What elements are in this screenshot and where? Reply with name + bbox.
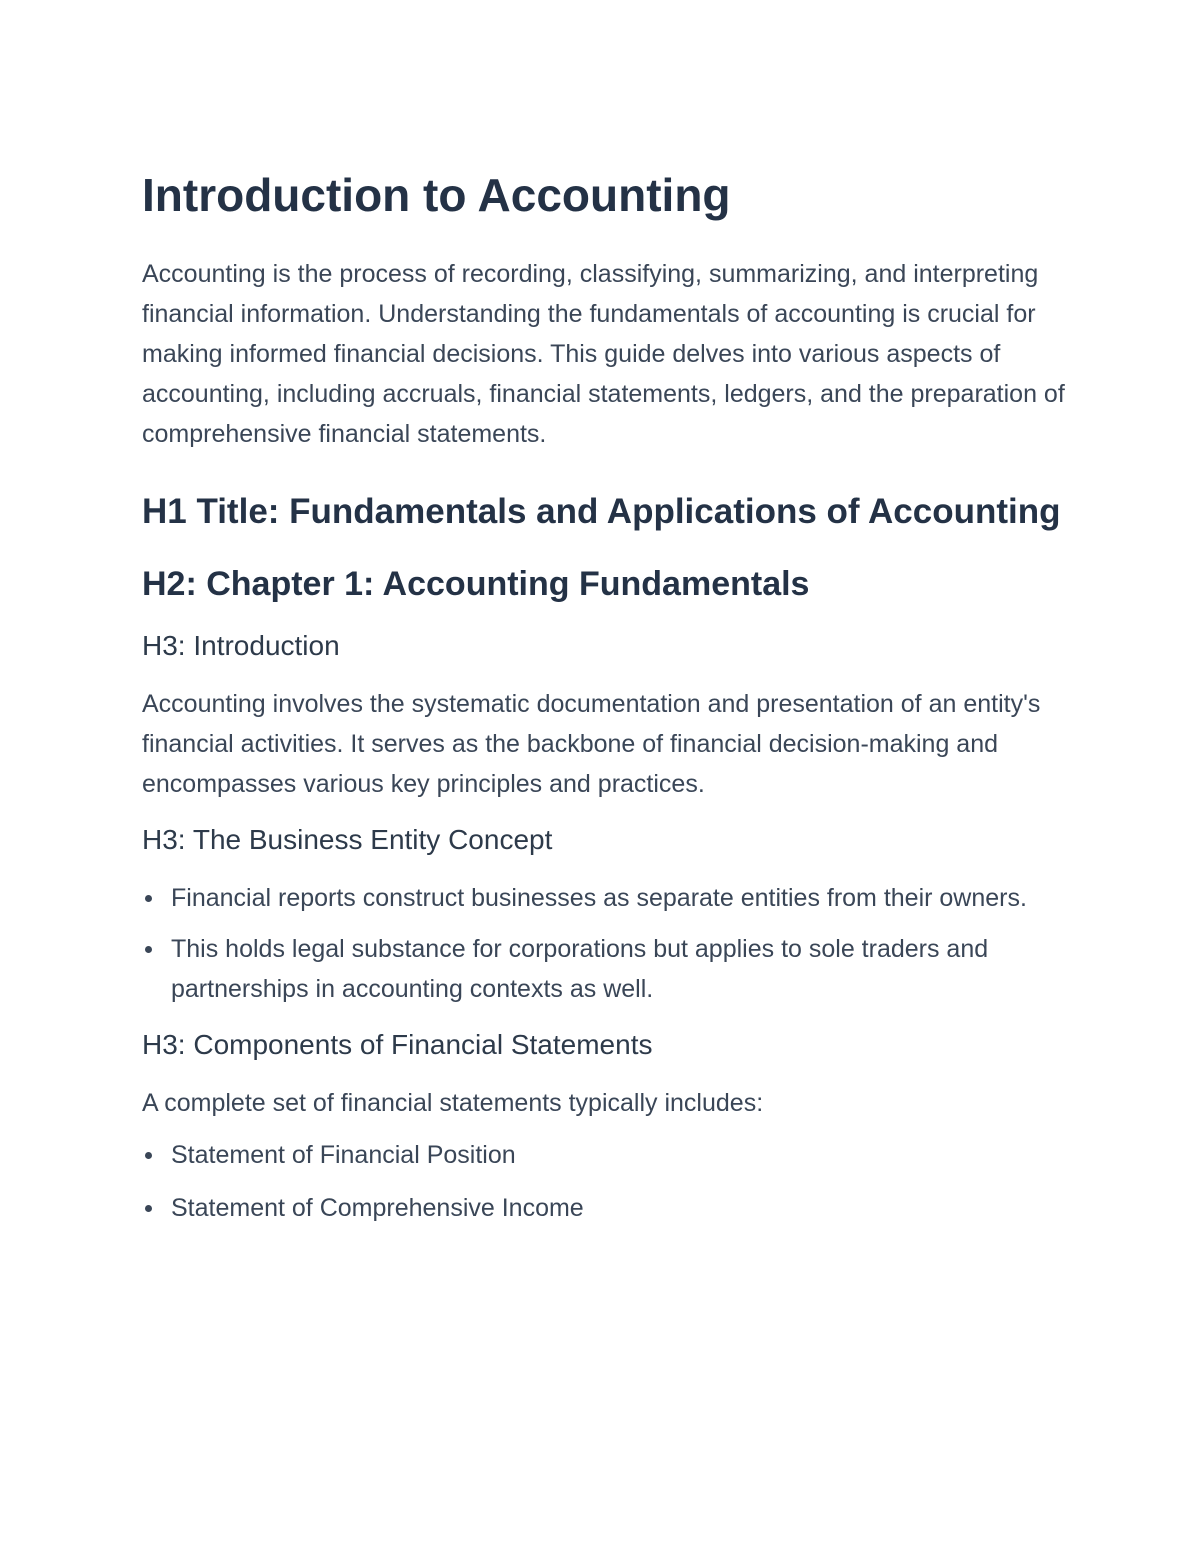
list-item-text: This holds legal substance for corporations but applies to sole traders and partnerships in accounting contexts as well. xyxy=(171,935,989,1003)
list-item-text: Statement of Financial Position xyxy=(171,1141,516,1169)
components-paragraph: A complete set of financial statements typically includes: xyxy=(142,1089,764,1117)
list-item-text: Statement of Comprehensive Income xyxy=(171,1194,584,1222)
business-entity-list xyxy=(142,878,1072,1009)
document-page xyxy=(142,166,1072,1241)
introduction-paragraph: Accounting involves the systematic documentation and presentation of an entity's financial activities. It serves as the backbone of financial decision-making and encompasses various key principles and practices. xyxy=(142,690,1041,798)
bullet-icon xyxy=(145,946,152,953)
h2-heading: H2: Chapter 1: Accounting Fundamentals xyxy=(142,565,810,603)
components-list xyxy=(142,1135,1072,1228)
document-title: Introduction to Accounting xyxy=(142,169,731,221)
section-heading-business-entity: H3: The Business Entity Concept xyxy=(142,824,553,855)
bullet-icon xyxy=(145,1152,152,1159)
bullet-icon xyxy=(145,1205,152,1212)
intro-paragraph: Accounting is the process of recording, classifying, summarizing, and interpreting financial information. Understanding the fundamentals of accounting is crucial for making informed financial decisions. This guide delves into various aspects of accounting, including accruals, financial statements, ledgers, and the preparation of comprehensive financial statements. xyxy=(142,260,1065,448)
section-heading-introduction: H3: Introduction xyxy=(142,630,340,661)
section-heading-components: H3: Components of Financial Statements xyxy=(142,1029,653,1060)
list-item xyxy=(142,878,1072,918)
list-item-text: Financial reports construct businesses as separate entities from their owners. xyxy=(171,884,1027,912)
bullet-icon xyxy=(145,895,152,902)
h1-heading: H1 Title: Fundamentals and Applications of Accounting xyxy=(142,492,1061,531)
list-item xyxy=(142,929,1072,1009)
list-item xyxy=(142,1188,1072,1228)
list-item xyxy=(142,1135,1072,1175)
